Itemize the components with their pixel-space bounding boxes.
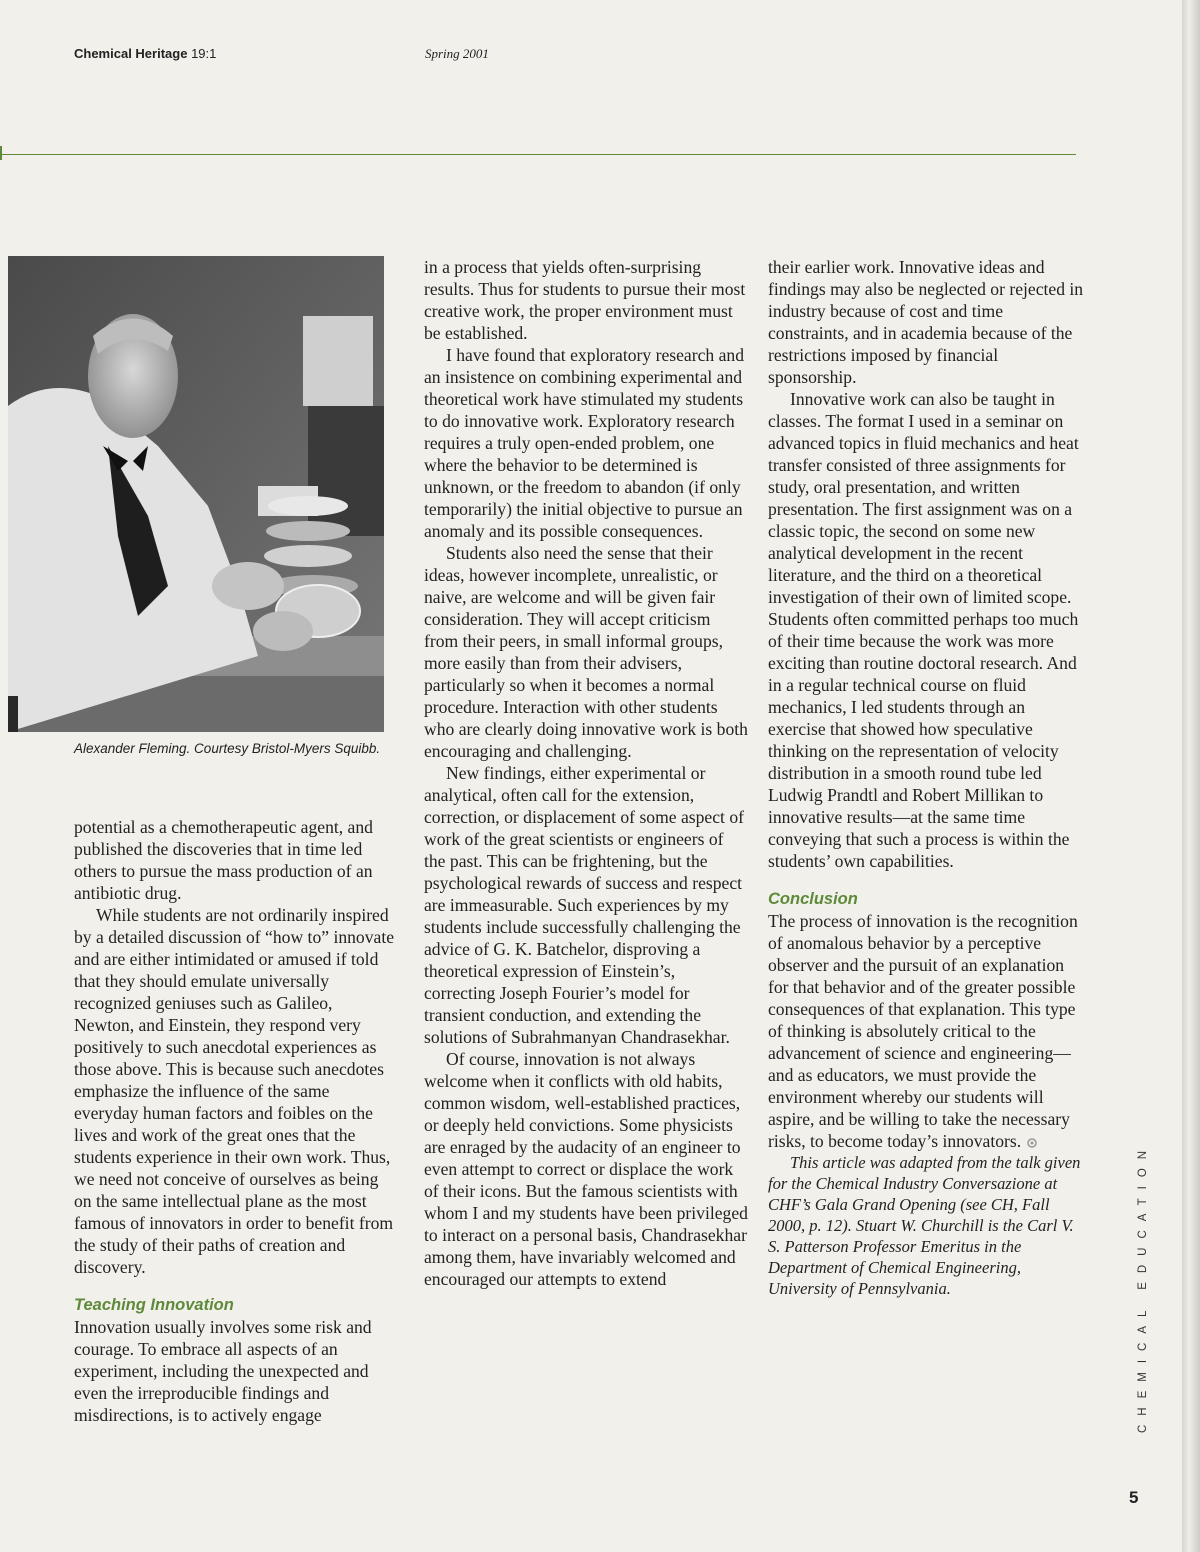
paragraph — [768, 910, 1086, 1152]
text-column-1 — [74, 816, 396, 1426]
paragraph: their earlier work. Innovative ideas and findings may also be neglected or rejected in industry because of cost and time constraints, and in academia because of the restrictions imposed by financial sponsorship. — [768, 257, 1084, 387]
section-heading-teaching-innovation: Teaching Innovation — [74, 1296, 234, 1314]
section-side-label: CHEMICAL EDUCATION — [1137, 1141, 1149, 1433]
photo-caption: Alexander Fleming. Courtesy Bristol-Myers Squibb. — [74, 741, 381, 756]
paragraph: in a process that yields often-surprising results. Thus for students to pursue their most creative work, the proper environment must be established. — [424, 257, 746, 343]
header-rule — [0, 154, 1076, 155]
paragraph: While students are not ordinarily inspired by a detailed discussion of “how to” innovate and are either intimidated or amused if told that they should emulate universally recognized geniuses such as Galileo, Newton, and Einstein, they respond very positively to such anecdotal experiences as those above. This is because such anecdotes emphasize the influence of the same everyday human factors and foibles on the lives and work of the great ones that the students experience in their own work. Thus, we need not conceive of ourselves as being on the same intellectual plane as the most famous of innovators in order to benefit from the study of their paths of creation and discovery. — [74, 905, 395, 1277]
text-column-3 — [768, 256, 1086, 1299]
page-number: 5 — [1129, 1488, 1139, 1507]
paragraph: I have found that exploratory research and an insistence on combining experimental and theoretical work have stimulated my students to do innovative work. Exploratory research requires a truly open-ended problem, one where the behavior to be determined is unknown, or the freedom to abandon (if only temporarily) the initial objective to pursue an anomaly and its possible consequences. — [424, 345, 744, 541]
issue-date: Spring 2001 — [425, 46, 489, 61]
running-header — [74, 46, 216, 61]
journal-name: Chemical Heritage — [74, 46, 188, 61]
page-edge-shadow — [1182, 0, 1200, 1552]
photo-illustration — [8, 256, 384, 732]
paragraph: Students also need the sense that their ideas, however incomplete, unrealistic, or naive, are welcome and will be given fair consideration. They will accept criticism from their peers, in small informal groups, more easily than from their advisers, particularly so when it becomes a normal procedure. Interaction with other students who are clearly doing innovative work is both encouraging and challenging. — [424, 543, 748, 761]
paragraph: Of course, innovation is not always welcome when it conflicts with old habits, common wisdom, well-established practices, or deeply held convictions. Some physicists are enraged by the audacity of an engineer to even attempt to correct or displace the work of their icons. But the famous scientists with whom I and my students have been privileged to interact on a personal basis, Chandrasekhar among them, have invariably welcomed and encouraged our attempts to extend — [424, 1049, 748, 1289]
section-heading-conclusion: Conclusion — [768, 890, 858, 908]
rule-tick — [0, 146, 2, 160]
paragraph: Innovation usually involves some risk and courage. To embrace all aspects of an experiment, including the unexpected and even the irreproducible findings and misdirections, is to actively engage — [74, 1317, 372, 1425]
paragraph: Innovative work can also be taught in classes. The format I used in a seminar on advanced topics in fluid mechanics and heat transfer consisted of three assignments for study, oral presentation, and written presentation. The first assignment was on a classic topic, the second on some new analytical development in the recent literature, and the third on a theoretical investigation of their own of limited scope. Students often committed perhaps too much of their time because the work was more exciting than routine doctoral research. And in a regular technical course on fluid mechanics, I led students through an exercise that showed how speculative thinking on the representation of velocity distribution in a smooth round tube led Ludwig Prandtl and Robert Millikan to innovative results—at the same time conveying that such a process is within the students’ own capabilities. — [768, 389, 1079, 871]
conclusion-text: The process of innovation is the recognition of anomalous behavior by a perceptive observer and the pursuit of an explanation for that behavior and of the greater possible consequences of that explanation. This type of thinking is absolutely critical to the advancement of science and engineering—and as educators, we must provide the environment whereby our students will aspire, and be willing to take the necessary risks, to become today’s innovators. — [768, 911, 1078, 1151]
paragraph: potential as a chemotherapeutic agent, and published the discoveries that in time led others to pursue the mass production of an antibiotic drug. — [74, 817, 373, 903]
paragraph: New findings, either experimental or analytical, often call for the extension, correction, or displacement of some aspect of work of the great scientists or engineers of the past. This can be frightening, but the psychological rewards of success and respect are immeasurable. Such experiences by my students include successfully challenging the advice of G. K. Batchelor, disproving a theoretical expression of Einstein’s, correcting Joseph Fourier’s model for transient conduction, and extending the solutions of Subrahmanyan Chandrasekhar. — [424, 763, 744, 1047]
text-column-2 — [424, 256, 748, 1290]
issue-number: 19:1 — [191, 46, 217, 61]
end-mark-icon — [1027, 1138, 1037, 1148]
author-bio: This article was adapted from the talk given for the Chemical Industry Conversazione at CHF’s Gala Grand Opening (see CH, Fall 2000, p. 12). Stuart W. Churchill is the Carl V. S. Patterson Professor Emeritus in the Department of Chemical Engineering, University of Pennsylvania. — [768, 1153, 1081, 1298]
fleming-photo — [8, 256, 384, 732]
